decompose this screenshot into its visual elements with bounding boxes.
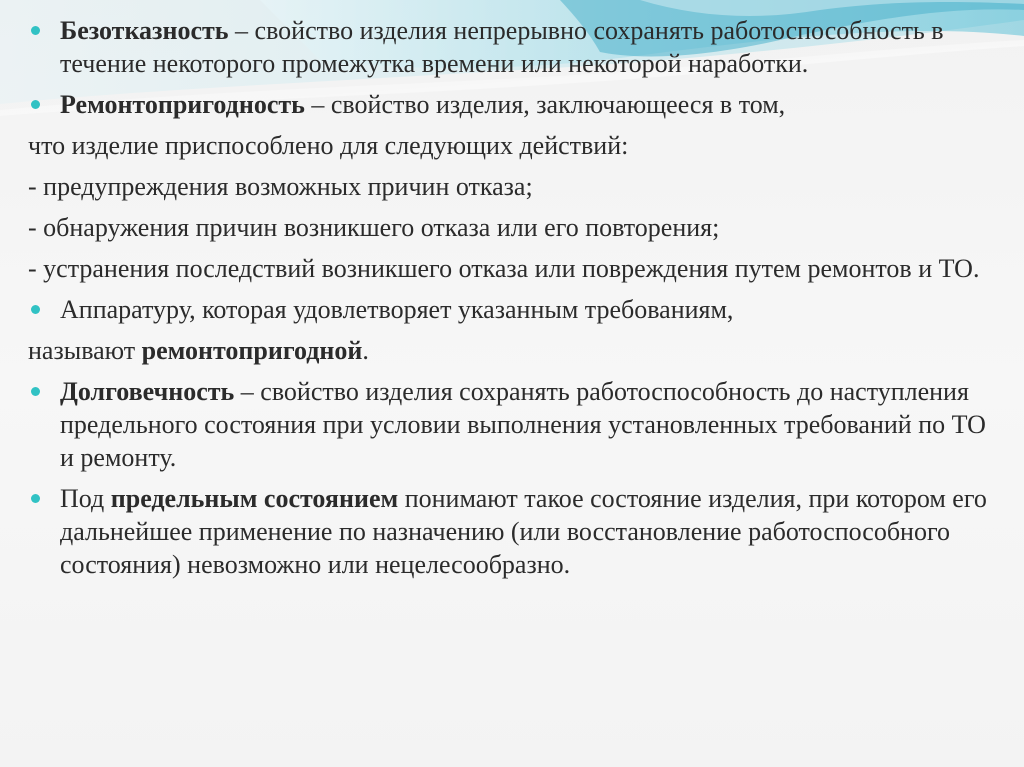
bullet-dot-icon xyxy=(31,494,40,503)
bold-term: Ремонтопригодность xyxy=(60,90,305,119)
text-paragraph xyxy=(28,129,990,162)
paragraph-text: – свойство изделия, заключающееся в том, xyxy=(304,90,786,119)
text-paragraph xyxy=(28,170,990,203)
paragraph-text: – свойство изделия сохранять работоспособность до наступления предельного состояния при условии выполнения установленных требований по ТО и ремонту. xyxy=(60,377,986,472)
paragraph-text: – свойство изделия непрерывно сохранять работоспособность в течение некоторого промежутка времени или некоторой наработки. xyxy=(60,16,944,78)
paragraph-text: Под xyxy=(60,484,111,513)
bullet-dot-icon xyxy=(31,26,40,35)
paragraph-text: . xyxy=(362,336,369,365)
paragraph-text: - устранения последствий возникшего отказа или повреждения путем ремонтов и ТО. xyxy=(28,254,980,283)
bullet-dot-icon xyxy=(31,305,40,314)
text-paragraph xyxy=(28,334,990,367)
bullet-paragraph xyxy=(28,375,990,474)
paragraph-text: что изделие приспособлено для следующих действий: xyxy=(28,131,629,160)
bold-term: ремонтопригодной xyxy=(141,336,363,365)
bullet-paragraph xyxy=(28,293,990,326)
bullet-dot-icon xyxy=(31,100,40,109)
bullet-dot-icon xyxy=(31,387,40,396)
bullet-paragraph xyxy=(28,482,990,581)
slide-body xyxy=(28,14,990,589)
bullet-paragraph xyxy=(28,88,990,121)
paragraph-text: - предупреждения возможных причин отказа; xyxy=(28,172,533,201)
paragraph-text: называют xyxy=(28,336,142,365)
bold-term: предельным состоянием xyxy=(110,484,399,513)
paragraph-text: Аппаратуру, которая удовлетворяет указанным требованиям, xyxy=(60,295,734,324)
text-paragraph xyxy=(28,252,990,285)
bold-term: Долговечность xyxy=(60,377,235,406)
text-paragraph xyxy=(28,211,990,244)
bullet-paragraph xyxy=(28,14,990,80)
paragraph-text: - обнаружения причин возникшего отказа или его повторения; xyxy=(28,213,720,242)
paragraph-text: понимают такое состояние изделия, при котором его дальнейшее применение по назначению (или восстановление работоспособного состояния) невозможно или нецелесообразно. xyxy=(60,484,987,579)
bold-term: Безотказность xyxy=(60,16,229,45)
